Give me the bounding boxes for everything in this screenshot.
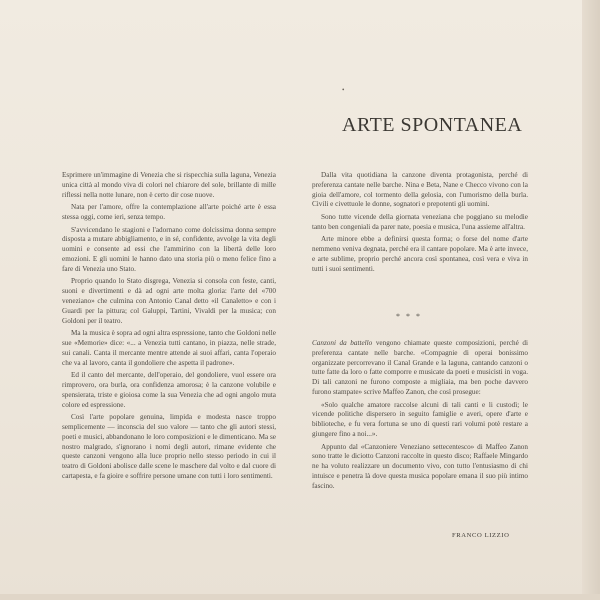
- paragraph: Nata per l'amore, offre la contemplazione all'arte poiché arte è essa stessa oggi, come ieri, senza tempo.: [62, 203, 276, 221]
- section-separator: * * *: [396, 312, 422, 321]
- paragraph: Appunto dal «Canzoniere Veneziano settecentesco» di Maffeo Zanon sono tratte le diciotto Canzoni raccolte in questo disco; Raffaele Mingardo ne ha voluto realizzare un documento vivo, con tutto l'entusiasmo di chi intuisce e penetra là dove questa musica popolare emana il suo più intimo fascino.: [312, 442, 528, 490]
- paragraph: Ma la musica è sopra ad ogni altra espressione, tanto che Goldoni nelle sue «Memorie» dice: «... a Venezia tutti cantano, in piazza, nelle strade, sui canali. Canta il mercante mentre attende ai suoi affari, canta l'operaio che va al lavoro, canta il gondoliere che aspetta il padrone».: [62, 329, 276, 367]
- paragraph: Così l'arte popolare genuina, limpida e modesta nasce troppo semplicemente — inconscia del suo valore — tanto che gli autori stessi, poeti e musici, abbandonano le loro composizioni e le dimenticano. Ma se nostro malgrado, s'ignorano i nomi degli autori, rimane evidente che queste canzoni vengono alla luce proprio nello stesso periodo in cui il teatro di Goldoni abolisce dalle scene le maschere dal volto e dal cuore di cartapesta, e fa gioire e soffrire persone umane con tutti i loro sentimenti.: [62, 413, 276, 480]
- paragraph: Esprimere un'immagine di Venezia che si rispecchia sulla laguna, Venezia unica città al mondo viva di colori nel chiarore del sole, brillante di mille riflessi nella notte lunare, non è certo dir cose nuove.: [62, 171, 276, 199]
- paragraph: Ed il canto del mercante, dell'operaio, del gondoliere, vuol essere ora rimprovero, ora burla, ora confidenza amorosa; è la canzone volubile e spensierata, triste e gioiosa come la sua Venezia che ad ogni angolo muta colore ed espressione.: [62, 371, 276, 409]
- title-marker: •: [342, 86, 345, 94]
- sleeve-edge: [582, 0, 600, 600]
- sleeve-bottom-edge: [0, 594, 600, 600]
- paragraph: Sono tutte vicende della giornata veneziana che poggiano su melodie tanto ben congeniali da parer nate, poesia e musica, l'una assieme all'altra.: [312, 212, 528, 231]
- right-column-bottom: [312, 339, 528, 494]
- paragraph: Arte minore ebbe a definirsi questa forma; o forse del nome d'arte nemmeno veniva degnata, perché era il cantare popolare. Ma è arte invece, e arte sublime, proprio perché ancora così spontanea, così vera e viva in tutti i suoi sentimenti.: [312, 235, 528, 273]
- paragraph: S'avvicendano le stagioni e l'adornano come dolcissima donna sempre disposta a mutare abbigliamento, e in sé, confidente, avvolge la vita degli uomini e consente ad essi che l'ammirino con la libertà delle loro emozioni. E gli uomini le hanno dato una storia più o meno felice fino a fare di Venezia uno Stato.: [62, 225, 276, 273]
- author-signature: FRANCO LIZZIO: [452, 532, 510, 539]
- page-title: ARTE SPONTANEA: [342, 114, 523, 137]
- paragraph: [312, 339, 528, 398]
- paragraph: Proprio quando lo Stato disgrega, Venezia si consola con feste, canti, suoni e divertimenti e dà ad ogni arte molta gloria: l'arte del «700 veneziano» che culmina con Antonio Canal detto «il Canaletto» e con i Guardi per la pittura; col Galuppi, Tartini, Vivaldi per la musica; con Goldoni per il teatro.: [62, 277, 276, 325]
- left-column: [62, 171, 276, 484]
- paragraph-text: vengono chiamate queste composizioni, perché di preferenza cantate nelle barche. «Compagnie di operai bonissimo organizzate percorrevano il Canal Grande e la laguna, cantando canzoni o tutte fatte da loro o fatte comporre e musicate da poeti e musicisti in voga. Di tali canzoni ne furono composte a migliaia, ma ben poche davvero furono stampate» scrive Maffeo Zanon, che così prosegue:: [312, 339, 528, 396]
- paragraph: «Solo qualche amatore raccolse alcuni di tali canti e li custodì; le vicende politiche dispersero in seguito famiglie e averi, opere d'arte e biblioteche, e fu vera fortuna se uno di questi rari volumi potè restare a giungere fino a noi...».: [312, 400, 528, 438]
- right-column-top: [312, 171, 528, 277]
- paragraph: Dalla vita quotidiana la canzone diventa protagonista, perché di preferenza cantate nelle barche. Nina e Beta, Nane e Checco vivono con la gioia dell'amore, col tormento della gelosia, con l'umorismo della burla. Civili e civettuole le donne, sognatori e prepotenti gli uomini.: [312, 171, 528, 209]
- italic-lead: Canzoni da battello: [312, 339, 373, 347]
